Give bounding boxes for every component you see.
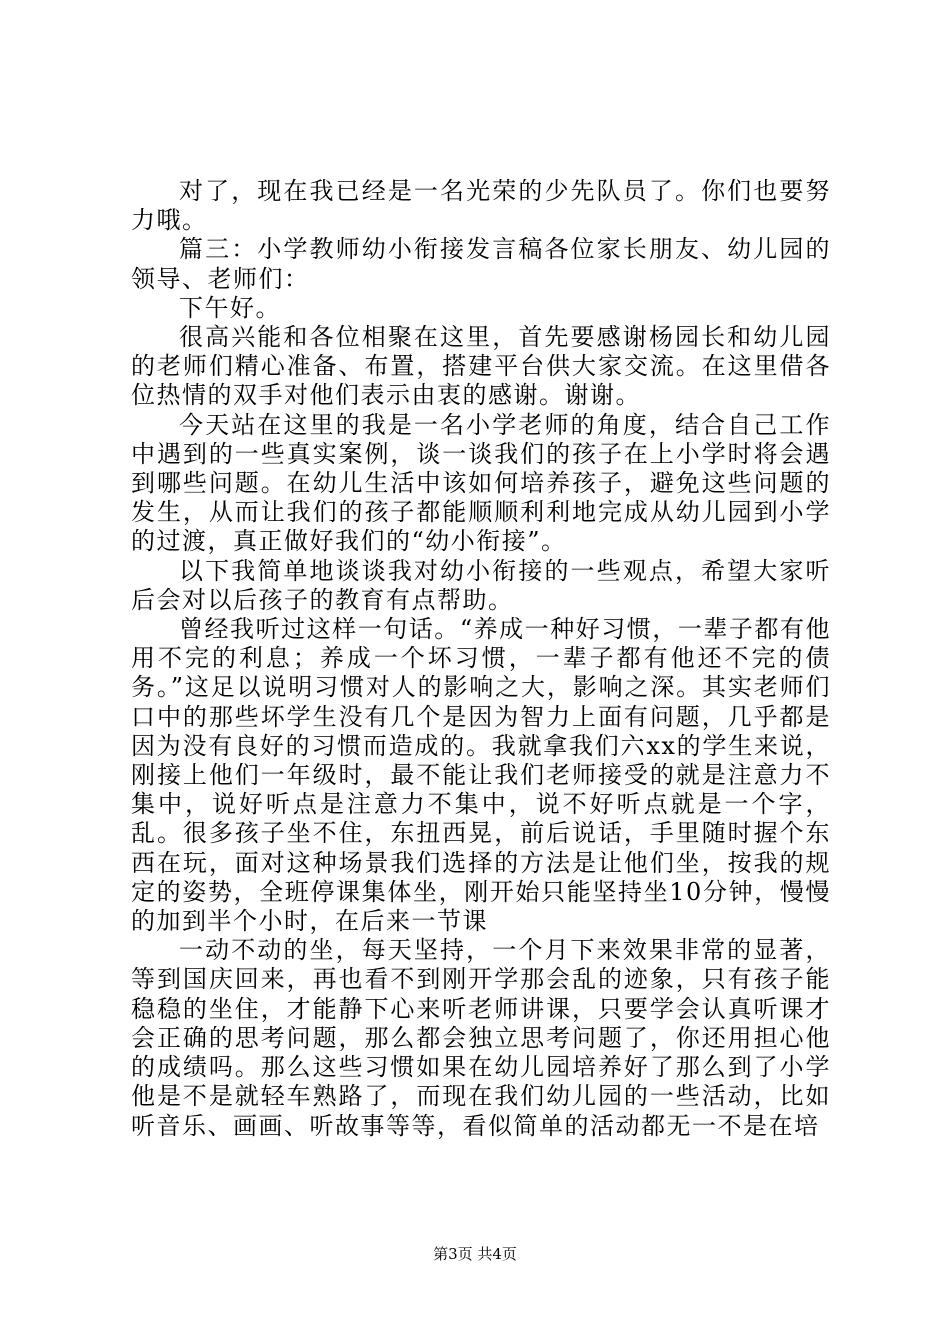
paragraph: 一动不动的坐，每天坚持，一个月下来效果非常的显著，等到国庆回来，再也看不到刚开学那会乱的迹象，只有孩子能稳稳的坐住，才能静下心来听老师讲课，只要学会认真听课才会正确的思考问题，那么都会独立思考问题了，你还用担心他的成绩吗。那么这些习惯如果在幼儿园培养好了那么到了小学他是不是就轻车熟路了，而现在我们幼儿园的一些活动，比如听音乐、画画、听故事等等，看似简单的活动都无一不是在培 xyxy=(131,936,831,1140)
paragraph: 篇三：小学教师幼小衔接发言稿各位家长朋友、幼儿园的领导、老师们： xyxy=(131,235,831,293)
paragraph: 今天站在这里的我是一名小学老师的角度，结合自己工作中遇到的一些真实案例，谈一谈我们的孩子在上小学时将会遇到哪些问题。在幼儿生活中该如何培养孩子，避免这些问题的发生，从而让我们的孩子都能顺顺利利地完成从幼儿园到小学的过渡，真正做好我们的“幼小衔接”。 xyxy=(131,410,831,556)
paragraph: 曾经我听过这样一句话。“养成一种好习惯，一辈子都有他用不完的利息；养成一个坏习惯，一辈子都有他还不完的债务。”这足以说明习惯对人的影响之大，影响之深。其实老师们口中的那些坏学生没有几个是因为智力上面有问题，几乎都是因为没有良好的习惯而造成的。我就拿我们六xx的学生来说，刚接上他们一年级时，最不能让我们老师接受的就是注意力不集中，说好听点是注意力不集中，说不好听点就是一个字，乱。很多孩子坐不住，东扭西晃，前后说话，手里随时握个东西在玩，面对这种场景我们选择的方法是让他们坐，按我的规定的姿势，全班停课集体坐，刚开始只能坚持坐10分钟，慢慢的加到半个小时，在后来一节课 xyxy=(131,615,831,936)
paragraph: 很高兴能和各位相聚在这里，首先要感谢杨园长和幼儿园的老师们精心准备、布置，搭建平台供大家交流。在这里借各位热情的双手对他们表示由衷的感谢。谢谢。 xyxy=(131,323,831,410)
paragraph: 下午好。 xyxy=(179,293,281,322)
paragraph: 对了，现在我已经是一名光荣的少先队员了。你们也要努力哦。 xyxy=(131,177,831,235)
page-footer: 第3页 共4页 xyxy=(433,1245,517,1263)
document-body xyxy=(131,177,831,1141)
paragraph: 以下我简单地谈谈我对幼小衔接的一些观点，希望大家听后会对以后孩子的教育有点帮助。 xyxy=(131,556,831,614)
